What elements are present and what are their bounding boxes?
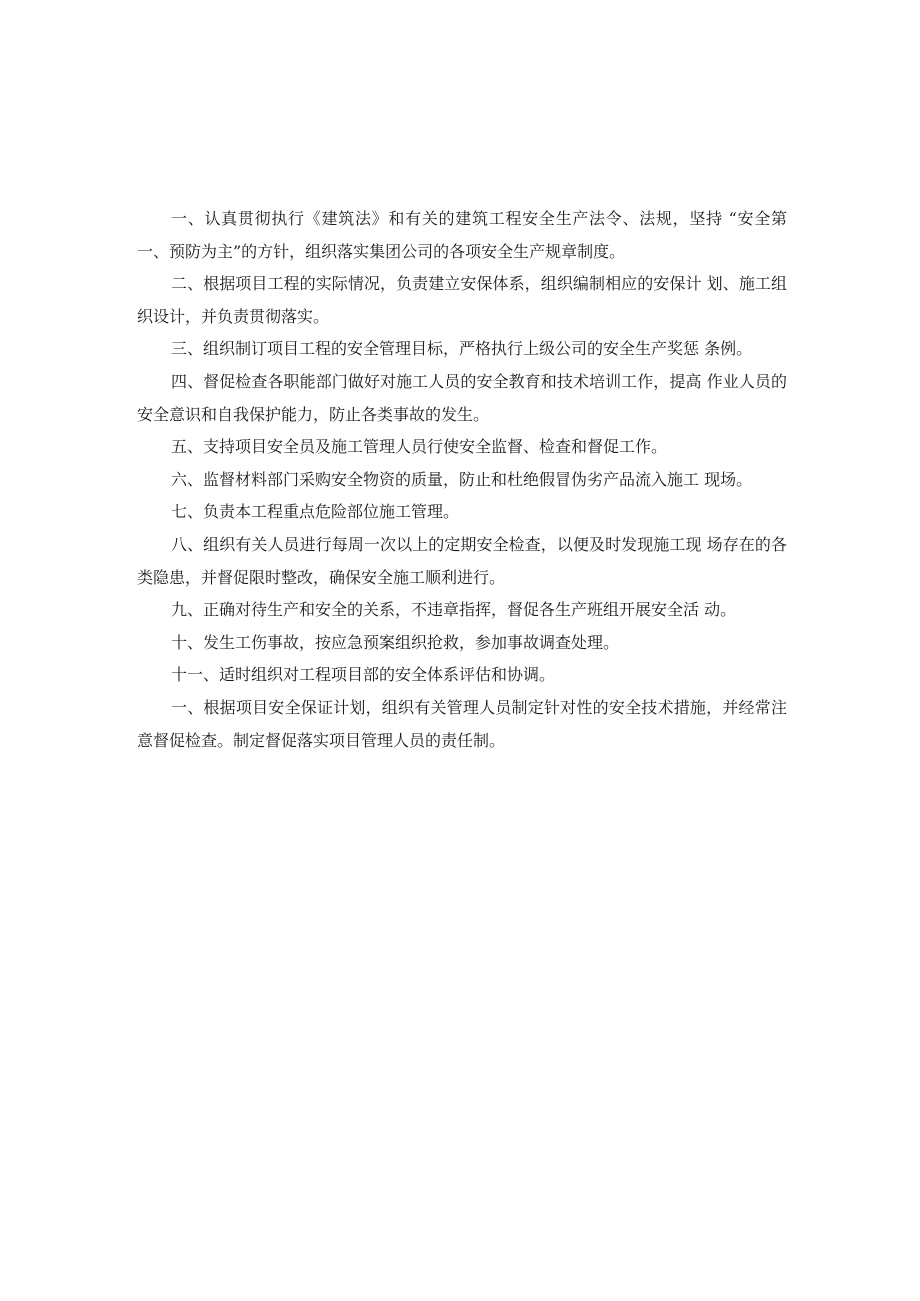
paragraph-2: 二、根据项目工程的实际情况，负责建立安保体系，组织编制相应的安保计 划、施工组织设计，并负责贯彻落实。 [137, 274, 787, 326]
paragraph-12: 一、根据项目安全保证计划，组织有关管理人员制定针对性的安全技术措施，并经常注意督促检查。制定督促落实项目管理人员的责任制。 [137, 697, 787, 750]
paragraph-4: 四、督促检查各职能部门做好对施工人员的安全教育和技术培训工作，提高 作业人员的安全意识和自我保护能力，防止各类事故的发生。 [137, 371, 787, 424]
paragraph-11: 十一、适时组织对工程项目部的安全体系评估和协调。 [171, 665, 556, 685]
paragraph-1: 一、认真贯彻执行《建筑法》和有关的建筑工程安全生产法令、法规，坚持 “安全第一、预防为主”的方针，组织落实集团公司的各项安全生产规章制度。 [137, 209, 787, 261]
paragraph-6: 六、监督材料部门采购安全物资的质量，防止和杜绝假冒伪劣产品流入施工 现场。 [171, 469, 753, 489]
paragraph-7: 七、负责本工程重点危险部位施工管理。 [171, 502, 460, 522]
paragraph-10: 十、发生工伤事故，按应急预案组织抢救，参加事故调查处理。 [171, 632, 620, 652]
paragraph-9: 九、正确对待生产和安全的关系，不违章指挥，督促各生产班组开展安全活 动。 [171, 600, 737, 620]
paragraph-8: 八、组织有关人员进行每周一次以上的定期安全检查，以便及时发现施工现 场存在的各类隐患，并督促限时整改，确保安全施工顺利进行。 [137, 534, 787, 587]
document-body [137, 203, 787, 757]
paragraph-5: 五、支持项目安全员及施工管理人员行使安全监督、检查和督促工作。 [171, 437, 668, 457]
paragraph-3: 三、组织制订项目工程的安全管理目标，严格执行上级公司的安全生产奖惩 条例。 [171, 339, 753, 359]
